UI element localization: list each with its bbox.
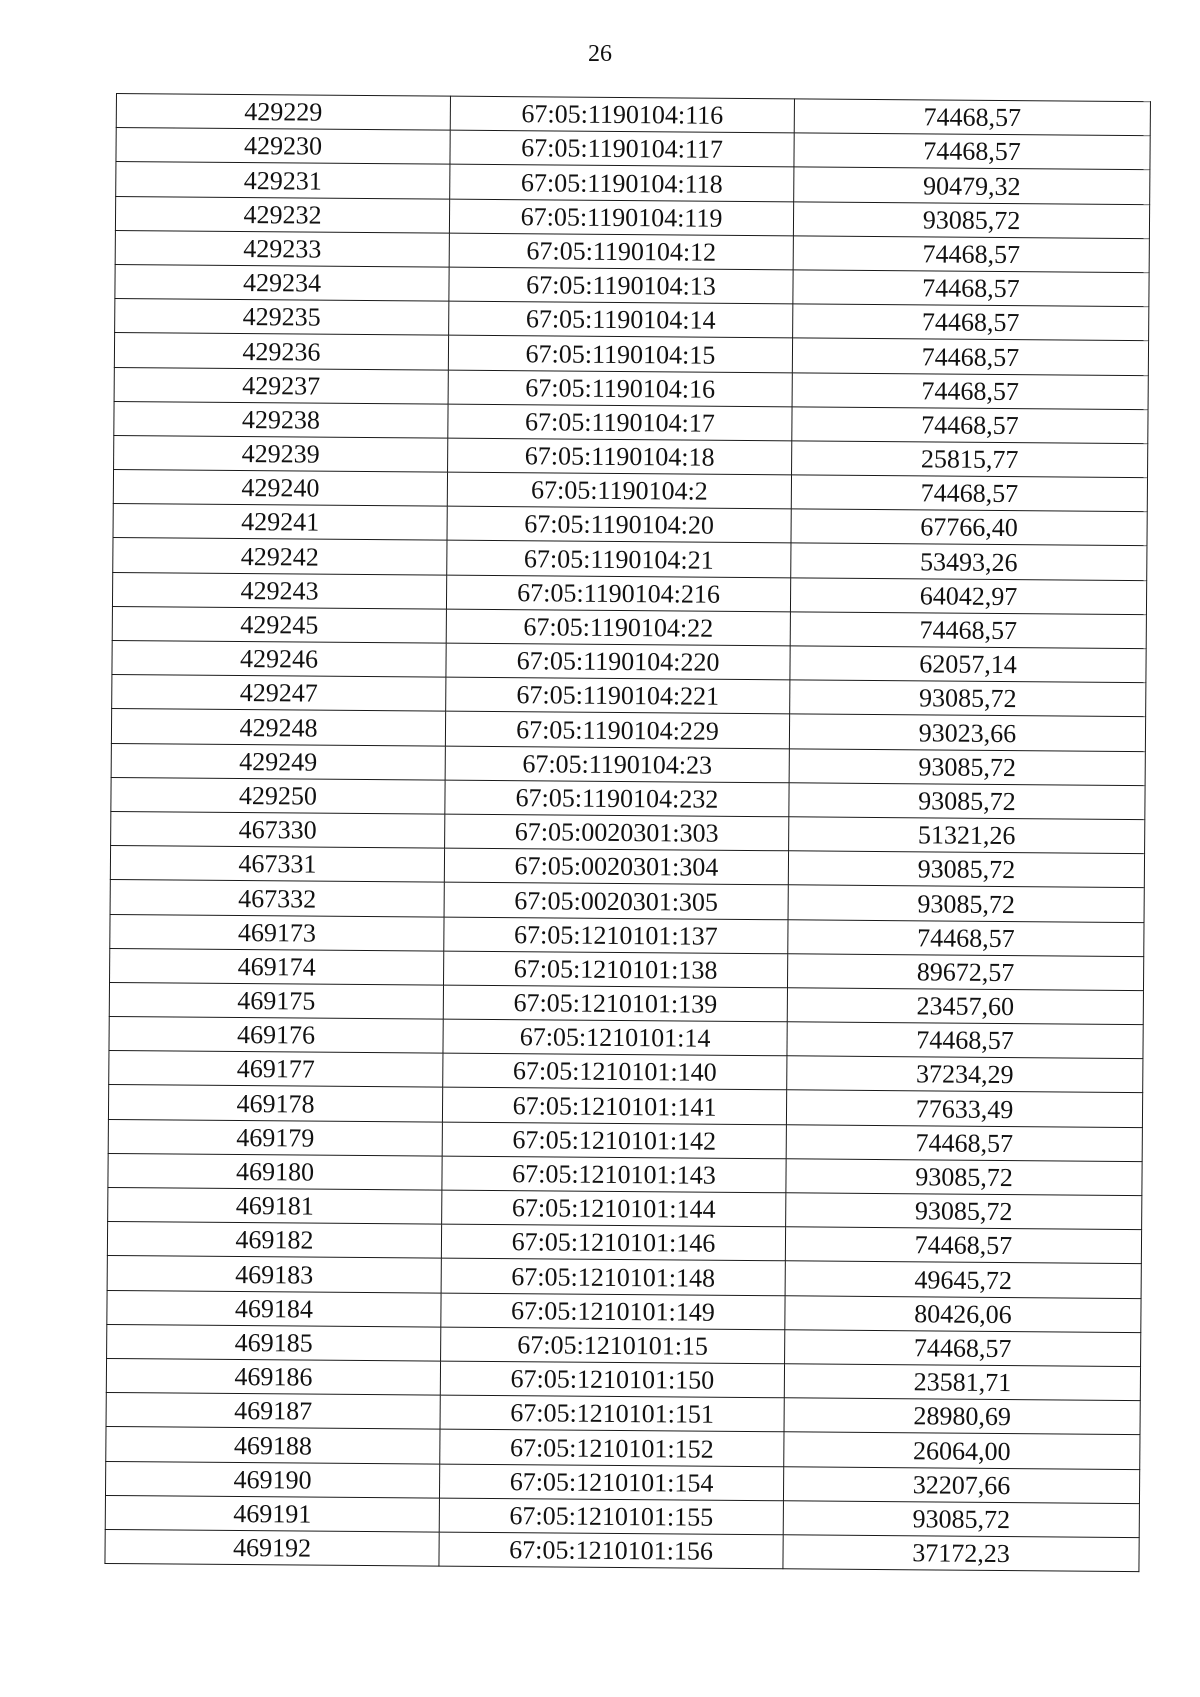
registry-number-cell: 429236: [114, 333, 448, 370]
registry-number-cell: 469173: [110, 914, 444, 951]
cadastral-number-cell: 67:05:1190104:220: [446, 643, 790, 680]
cadastral-number-cell: 67:05:1210101:155: [439, 1498, 783, 1535]
registry-number-cell: 469183: [107, 1256, 441, 1293]
registry-number-cell: 469174: [110, 948, 444, 985]
registry-number-cell: 429243: [112, 572, 446, 609]
cadastral-number-cell: 67:05:1190104:17: [448, 404, 792, 441]
registry-number-cell: 429237: [114, 367, 448, 404]
registry-number-cell: 429234: [115, 264, 449, 301]
value-cell: 89672,57: [787, 953, 1143, 990]
registry-number-cell: 429239: [114, 435, 448, 472]
registry-number-cell: 429233: [115, 230, 449, 267]
value-cell: 74468,57: [786, 1124, 1142, 1161]
value-cell: 74468,57: [785, 1330, 1141, 1367]
registry-number-cell: 429230: [116, 128, 450, 165]
cadastral-number-cell: 67:05:0020301:303: [445, 814, 789, 851]
value-cell: 74468,57: [794, 99, 1150, 136]
registry-number-cell: 469177: [109, 1051, 443, 1088]
cadastral-number-cell: 67:05:1210101:150: [440, 1361, 784, 1398]
cadastral-number-cell: 67:05:1210101:141: [442, 1088, 786, 1125]
value-cell: 23581,71: [784, 1364, 1140, 1401]
cadastral-number-cell: 67:05:1190104:12: [449, 233, 793, 270]
value-cell: 74468,57: [788, 919, 1144, 956]
value-cell: 93085,72: [788, 851, 1144, 888]
cadastral-number-cell: 67:05:1190104:18: [448, 438, 792, 475]
value-cell: 93085,72: [783, 1500, 1139, 1537]
value-cell: 77633,49: [786, 1090, 1142, 1127]
cadastral-number-cell: 67:05:1190104:20: [447, 506, 791, 543]
registry-number-cell: 429229: [116, 94, 450, 131]
page-number: 26: [588, 41, 612, 67]
registry-number-cell: 429242: [113, 538, 447, 575]
registry-number-cell: 429247: [112, 675, 446, 712]
cadastral-number-cell: 67:05:1210101:14: [443, 1019, 787, 1056]
value-cell: 93023,66: [789, 714, 1145, 751]
registry-number-cell: 469190: [105, 1461, 439, 1498]
value-cell: 74468,57: [792, 338, 1148, 375]
value-cell: 93085,72: [790, 680, 1146, 717]
cadastral-number-cell: 67:05:1190104:13: [449, 267, 793, 304]
cadastral-number-cell: 67:05:1190104:118: [450, 165, 794, 202]
value-cell: 49645,72: [785, 1261, 1141, 1298]
value-cell: 74468,57: [794, 133, 1150, 170]
registry-number-cell: 469181: [108, 1187, 442, 1224]
value-cell: 28980,69: [784, 1398, 1140, 1435]
registry-number-cell: 429245: [112, 606, 446, 643]
cadastral-number-cell: 67:05:1210101:143: [442, 1156, 786, 1193]
cadastral-number-cell: 67:05:1210101:140: [443, 1053, 787, 1090]
registry-number-cell: 429249: [111, 743, 445, 780]
value-cell: 93085,72: [788, 885, 1144, 922]
cadastral-number-cell: 67:05:1190104:221: [446, 677, 790, 714]
cadastral-number-cell: 67:05:1190104:119: [449, 199, 793, 236]
value-cell: 93085,72: [786, 1193, 1142, 1230]
value-cell: 74468,57: [793, 304, 1149, 341]
cadastral-number-cell: 67:05:1190104:216: [446, 575, 790, 612]
registry-number-cell: 469186: [106, 1358, 440, 1395]
cadastral-number-cell: 67:05:1190104:14: [449, 301, 793, 338]
registry-number-cell: 467332: [110, 880, 444, 917]
value-cell: 80426,06: [785, 1295, 1141, 1332]
value-cell: 74468,57: [793, 236, 1149, 273]
value-cell: 37234,29: [787, 1056, 1143, 1093]
value-cell: 74468,57: [785, 1227, 1141, 1264]
land-plot-table: [104, 93, 1151, 1572]
registry-number-cell: 469184: [107, 1290, 441, 1327]
registry-number-cell: 429248: [111, 709, 445, 746]
cadastral-number-cell: 67:05:1190104:23: [445, 746, 789, 783]
registry-number-cell: 467331: [110, 846, 444, 883]
value-cell: 32207,66: [783, 1466, 1139, 1503]
value-cell: 74468,57: [793, 270, 1149, 307]
cadastral-number-cell: 67:05:1190104:232: [445, 780, 789, 817]
value-cell: 51321,26: [789, 817, 1145, 854]
cadastral-number-cell: 67:05:1190104:229: [445, 711, 789, 748]
value-cell: 53493,26: [791, 543, 1147, 580]
registry-number-cell: 469175: [109, 982, 443, 1019]
registry-number-cell: 469180: [108, 1153, 442, 1190]
value-cell: 67766,40: [791, 509, 1147, 546]
value-cell: 26064,00: [784, 1432, 1140, 1469]
registry-number-cell: 469191: [105, 1495, 439, 1532]
cadastral-number-cell: 67:05:1210101:139: [443, 985, 787, 1022]
value-cell: 74468,57: [791, 475, 1147, 512]
registry-number-cell: 429241: [113, 504, 447, 541]
value-cell: 93085,72: [786, 1159, 1142, 1196]
value-cell: 37172,23: [783, 1535, 1139, 1572]
value-cell: 23457,60: [787, 988, 1143, 1025]
registry-number-cell: 429246: [112, 640, 446, 677]
cadastral-number-cell: 67:05:1210101:137: [444, 917, 788, 954]
value-cell: 93085,72: [793, 201, 1149, 238]
registry-number-cell: 429232: [115, 196, 449, 233]
cadastral-number-cell: 67:05:1190104:15: [448, 335, 792, 372]
cadastral-number-cell: 67:05:1210101:15: [441, 1327, 785, 1364]
value-cell: 62057,14: [790, 646, 1146, 683]
cadastral-number-cell: 67:05:1190104:116: [450, 96, 794, 133]
registry-number-cell: 469179: [108, 1119, 442, 1156]
registry-number-cell: 429250: [111, 777, 445, 814]
value-cell: 64042,97: [790, 577, 1146, 614]
cadastral-number-cell: 67:05:1210101:146: [441, 1224, 785, 1261]
registry-number-cell: 469182: [107, 1222, 441, 1259]
cadastral-number-cell: 67:05:1190104:16: [448, 370, 792, 407]
value-cell: 25815,77: [792, 441, 1148, 478]
registry-number-cell: 469187: [106, 1393, 440, 1430]
cadastral-number-cell: 67:05:1210101:154: [439, 1464, 783, 1501]
cadastral-number-cell: 67:05:1210101:151: [440, 1395, 784, 1432]
cadastral-number-cell: 67:05:1210101:138: [444, 951, 788, 988]
registry-number-cell: 469192: [105, 1529, 439, 1566]
registry-number-cell: 429231: [116, 162, 450, 199]
cadastral-number-cell: 67:05:1210101:142: [442, 1122, 786, 1159]
value-cell: 74468,57: [787, 1022, 1143, 1059]
value-cell: 74468,57: [790, 612, 1146, 649]
cadastral-number-cell: 67:05:1210101:149: [441, 1293, 785, 1330]
registry-number-cell: 469176: [109, 1017, 443, 1054]
value-cell: 74468,57: [792, 407, 1148, 444]
cadastral-number-cell: 67:05:1210101:152: [440, 1429, 784, 1466]
cadastral-number-cell: 67:05:1190104:21: [447, 541, 791, 578]
registry-number-cell: 469178: [108, 1085, 442, 1122]
cadastral-number-cell: 67:05:0020301:304: [444, 848, 788, 885]
registry-number-cell: 467330: [111, 811, 445, 848]
registry-number-cell: 469188: [106, 1427, 440, 1464]
cadastral-number-cell: 67:05:1190104:117: [450, 130, 794, 167]
registry-number-cell: 429238: [114, 401, 448, 438]
table-body: [105, 94, 1151, 1572]
cadastral-number-cell: 67:05:1210101:156: [439, 1532, 783, 1569]
registry-number-cell: 429235: [115, 299, 449, 336]
cadastral-number-cell: 67:05:1210101:148: [441, 1258, 785, 1295]
cadastral-number-cell: 67:05:1210101:144: [442, 1190, 786, 1227]
value-cell: 90479,32: [794, 167, 1150, 204]
cadastral-number-cell: 67:05:0020301:305: [444, 882, 788, 919]
registry-number-cell: 469185: [107, 1324, 441, 1361]
registry-number-cell: 429240: [113, 470, 447, 507]
value-cell: 93085,72: [789, 783, 1145, 820]
value-cell: 93085,72: [789, 748, 1145, 785]
cadastral-number-cell: 67:05:1190104:2: [447, 472, 791, 509]
cadastral-number-cell: 67:05:1190104:22: [446, 609, 790, 646]
value-cell: 74468,57: [792, 372, 1148, 409]
land-plot-table-wrapper: [104, 93, 1150, 1572]
